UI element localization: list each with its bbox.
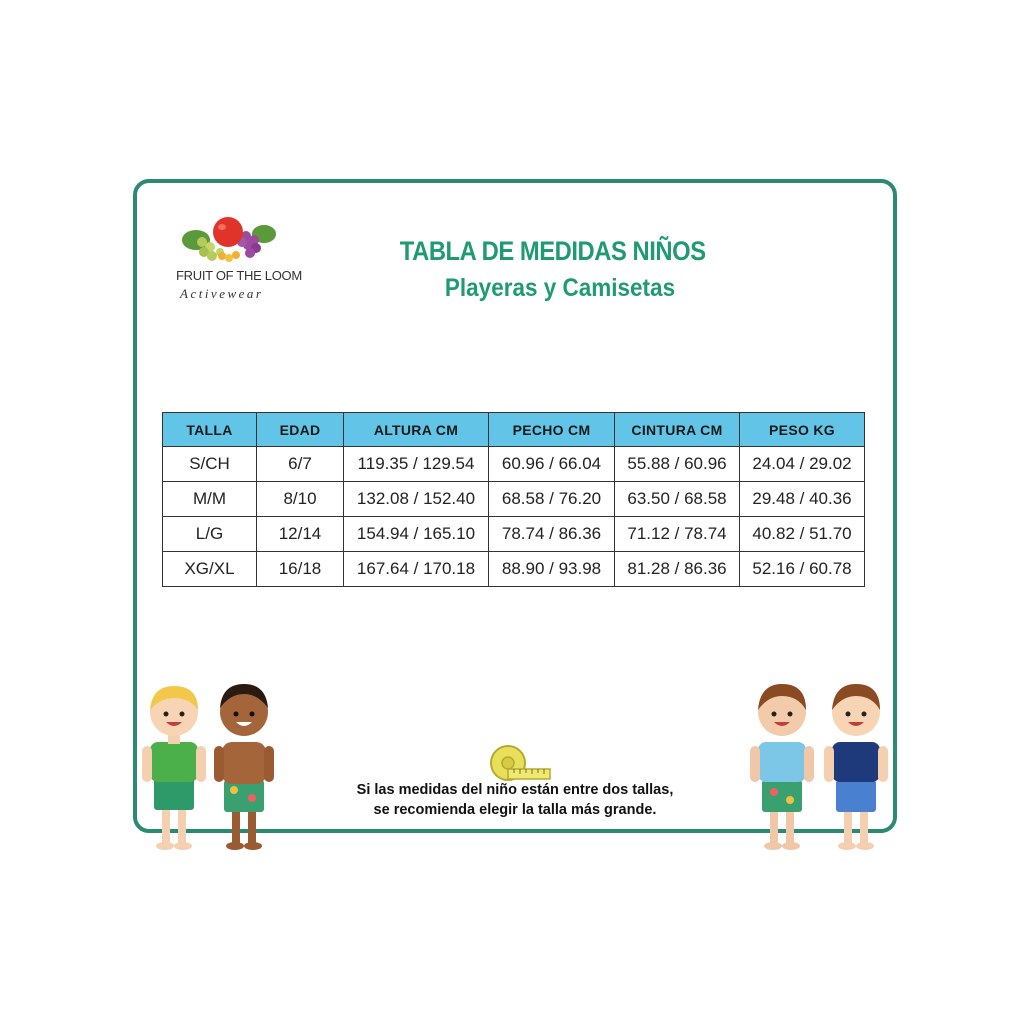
page-subtitle: Playeras y Camisetas [444, 274, 676, 302]
table-cell: 78.74 / 86.36 [489, 517, 615, 552]
table-cell: 68.58 / 76.20 [489, 482, 615, 517]
table-cell: 63.50 / 68.58 [615, 482, 740, 517]
page-title: TABLA DE MEDIDAS NIÑOS [399, 236, 706, 266]
table-cell: 12/14 [257, 517, 344, 552]
fruit-of-the-loom-logo [176, 212, 302, 308]
table-cell: 60.96 / 66.04 [489, 447, 615, 482]
table-cell: 8/10 [257, 482, 344, 517]
table-cell: 52.16 / 60.78 [740, 552, 865, 587]
table-row [163, 517, 865, 552]
column-header: TALLA [163, 413, 257, 447]
column-header: ALTURA CM [344, 413, 489, 447]
table-cell: 81.28 / 86.36 [615, 552, 740, 587]
logo-subtitle: Activewear [180, 286, 264, 301]
table-cell: 29.48 / 40.36 [740, 482, 865, 517]
table-cell: 132.08 / 152.40 [344, 482, 489, 517]
column-header: PECHO CM [489, 413, 615, 447]
child-illustration [208, 680, 280, 852]
logo-brand-text: FRUIT OF THE LOOM [176, 268, 302, 283]
table-row [163, 482, 865, 517]
table-cell: L/G [163, 517, 257, 552]
table-row [163, 552, 865, 587]
size-recommendation-note [330, 780, 700, 820]
table-cell: 24.04 / 29.02 [740, 447, 865, 482]
table-cell: 6/7 [257, 447, 344, 482]
table-cell: S/CH [163, 447, 257, 482]
table-cell: 16/18 [257, 552, 344, 587]
table-header-row [163, 413, 865, 447]
child-illustration [820, 680, 892, 852]
table-cell: 88.90 / 93.98 [489, 552, 615, 587]
table-cell: 40.82 / 51.70 [740, 517, 865, 552]
column-header: EDAD [257, 413, 344, 447]
table-cell: 167.64 / 170.18 [344, 552, 489, 587]
note-line: se recomienda elegir la talla más grande. [373, 802, 657, 818]
column-header: CINTURA CM [615, 413, 740, 447]
note-line: Si las medidas del niño están entre dos tallas, [356, 782, 674, 798]
table-cell: 55.88 / 60.96 [615, 447, 740, 482]
child-illustration [138, 680, 210, 852]
table-row [163, 447, 865, 482]
column-header: PESO KG [740, 413, 865, 447]
fruit-logo-icon [180, 212, 280, 268]
table-cell: 119.35 / 129.54 [344, 447, 489, 482]
table-cell: 154.94 / 165.10 [344, 517, 489, 552]
table-cell: M/M [163, 482, 257, 517]
child-illustration [746, 680, 818, 852]
table-cell: 71.12 / 78.74 [615, 517, 740, 552]
size-table [162, 412, 865, 587]
table-cell: XG/XL [163, 552, 257, 587]
